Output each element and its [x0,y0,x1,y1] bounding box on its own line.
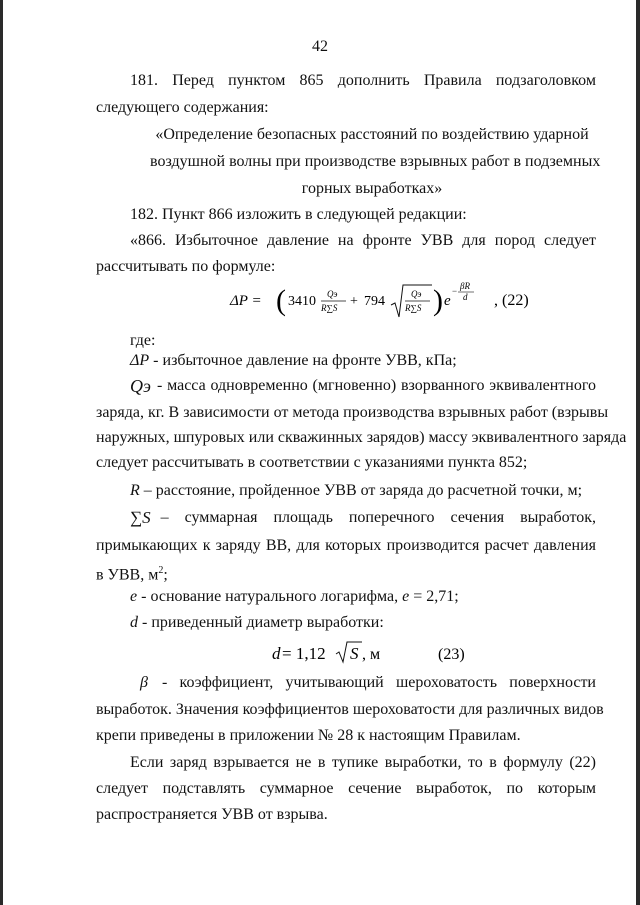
formula-22-lhs: ΔP = [230,293,262,309]
formula-23-eq: = 1,12 [282,644,326,663]
beta-symbol: β [140,674,148,691]
formula-22-paren-close: ) [433,284,443,317]
s-line1-text: – суммарная площадь поперечного сечения выработок, [160,509,596,526]
formula-22-exp-base: e [444,293,451,309]
formula-22-exp-num: βR [460,281,470,291]
formula-22-frac1-den: R∑S [321,303,338,313]
def-q-line2: заряда, кг. В зависимости от метода производства взрывных работ (взрывы [96,404,609,421]
e-text: - основание натурального логарифма, [137,588,403,605]
closing-line2: следует подставлять суммарное сечение выработок, по которым [96,780,596,797]
beta-line2: выработок. Значения коэффициентов шероховатости для различных видов [96,701,604,718]
item-181-line1: 181. Перед пунктом 865 дополнить Правила подзаголовком [130,72,596,89]
subheading-line1: «Определение безопасных расстояний по воздействию ударной [155,126,589,143]
formula-22-number: , (22) [494,292,529,309]
formula-22-frac2-num: Qэ [411,289,422,299]
e-value-symbol: e [402,588,410,605]
formula-22-paren-open: ( [276,284,286,317]
e-symbol: e [130,588,138,605]
dp-symbol: ΔP [130,352,150,369]
formula-22 [228,277,558,323]
where-label: где: [130,332,156,349]
formula-22-exp-minus: − [452,286,458,296]
def-beta-line1 [130,672,596,694]
d-text: - приведенный диаметр выработки: [138,614,384,631]
def-s-line2: примыкающих к заряду ВВ, для которых производится расчет давления [96,537,596,554]
def-e [130,586,596,608]
clause-866-line1: «866. Избыточное давление на фронте УВВ для пород следует [130,232,596,249]
d-symbol: d [130,614,138,631]
formula-22-frac1-num: Qэ [327,289,338,299]
formula-22-coef1: 3410 [288,294,316,309]
r-text: – расстояние, пройденное УВВ от заряда до расчетной точки, м; [139,482,583,499]
q-symbol: Qэ [130,376,151,396]
item-182: 182. Пункт 866 изложить в следующей редакции: [130,206,467,223]
s-symbol: ∑S [130,508,151,527]
e-value: = 2,71; [409,588,459,605]
formula-22-exp-den: d [463,292,468,302]
def-s-line3 [96,560,596,586]
s-line3-sup: 2 [158,565,164,576]
subheading-line2: воздушной волны при производстве взрывных работ в подземных [150,153,601,170]
formula-23-number: (23) [438,646,465,663]
formula-22-coef2: 794 [364,294,385,309]
def-q-line4: следует рассчитывать в соответствии с указаниями пункта 852; [96,454,528,471]
def-dp [130,350,596,372]
closing-line1: Если заряд взрывается не в тупике выработки, то в формулу (22) [130,754,596,771]
closing-line3: распространяется УВВ от взрыва. [96,806,328,823]
def-r [130,480,596,502]
item-181-line2: следующего содержания: [96,99,269,116]
formula-23-lhs: d [272,644,281,663]
formula-22-plus: + [350,294,358,309]
clause-866-line2: рассчитывать по формуле: [96,258,276,275]
subheading-line3: горных выработках» [301,180,443,197]
beta-line3: крепи приведены в приложении № 28 к настоящим Правилам. [96,727,521,744]
formula-23 [270,640,500,666]
r-symbol: R [130,482,140,499]
s-line3-end: ; [163,566,168,584]
formula-22-frac2-den: R∑S [405,303,422,313]
page-number: 42 [312,38,328,55]
def-q-line3: наружных, шпуровых или скважинных зарядов) массу эквивалентного заряда [96,429,627,446]
formula-23-unit: , м [362,646,381,663]
formula-23-sqrt-arg: S [350,644,359,663]
def-q-line1 [130,375,596,397]
s-line3-text: в УВВ, м [96,566,159,584]
def-d [130,612,596,634]
beta-line1-text: - коэффициент, учитывающий шероховатость поверхности [161,674,596,691]
dp-text: - избыточное давление на фронте УВВ, кПа; [149,352,457,369]
q-line1-text: - масса одновременно (мгновенно) взорванного эквивалентного [156,377,596,394]
def-s-line1 [130,507,596,529]
